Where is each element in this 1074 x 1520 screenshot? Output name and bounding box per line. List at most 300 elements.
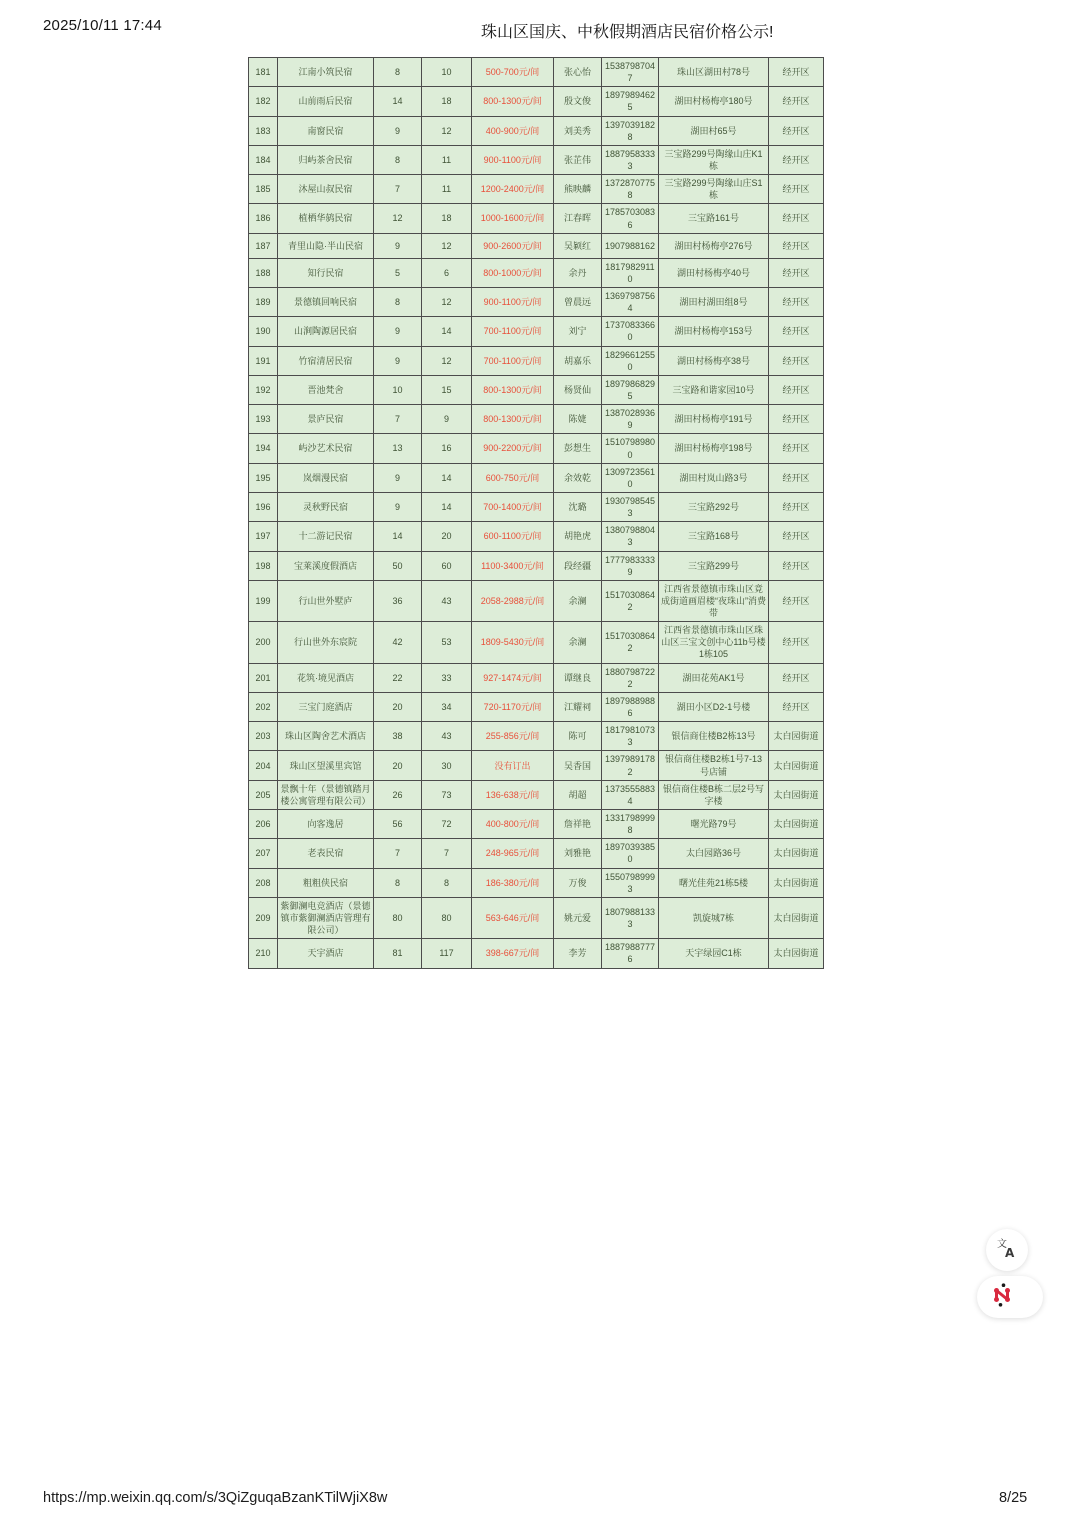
cell-name: 行山世外墅庐	[278, 580, 374, 621]
cell-rooms: 9	[374, 492, 422, 521]
cell-price: 1100-3400元/间	[472, 551, 554, 580]
cell-beds: 6	[422, 258, 472, 287]
cell-district: 太白园街道	[769, 780, 824, 809]
cell-beds: 12	[422, 233, 472, 258]
cell-district: 经开区	[769, 692, 824, 721]
cell-district: 经开区	[769, 204, 824, 233]
cell-beds: 80	[422, 897, 472, 938]
table-row	[249, 287, 824, 316]
cell-index: 193	[249, 405, 278, 434]
cell-rooms: 14	[374, 87, 422, 116]
cell-index: 194	[249, 434, 278, 463]
cell-price: 1000-1600元/间	[472, 204, 554, 233]
cell-district: 太白园街道	[769, 839, 824, 868]
cell-rooms: 42	[374, 622, 422, 663]
cell-name: 江南小筑民宿	[278, 58, 374, 87]
cell-phone: 13970391828	[602, 116, 659, 145]
table-row	[249, 116, 824, 145]
table-row	[249, 463, 824, 492]
cell-price: 700-1100元/间	[472, 317, 554, 346]
cell-district: 经开区	[769, 663, 824, 692]
cell-index: 202	[249, 692, 278, 721]
cell-index: 209	[249, 897, 278, 938]
cell-contact: 彭想生	[554, 434, 602, 463]
cell-address: 三宝路161号	[659, 204, 769, 233]
table-row	[249, 868, 824, 897]
cell-phone: 18970393850	[602, 839, 659, 868]
cell-name: 珠山区陶舍艺术酒店	[278, 722, 374, 751]
page-number: 8/25	[999, 1490, 1028, 1506]
cell-address: 银信商住楼B栋二层2号写字楼	[659, 780, 769, 809]
cell-district: 经开区	[769, 116, 824, 145]
cell-contact: 张心怡	[554, 58, 602, 87]
cell-index: 208	[249, 868, 278, 897]
cell-beds: 60	[422, 551, 472, 580]
cell-address: 湖田村杨梅亭40号	[659, 258, 769, 287]
table-row	[249, 839, 824, 868]
cell-district: 经开区	[769, 287, 824, 316]
cell-price: 800-1300元/间	[472, 405, 554, 434]
cell-district: 经开区	[769, 522, 824, 551]
cell-contact: 段经疆	[554, 551, 602, 580]
table-row	[249, 434, 824, 463]
cell-contact: 陈可	[554, 722, 602, 751]
cell-index: 184	[249, 145, 278, 174]
cell-phone: 15107989800	[602, 434, 659, 463]
cell-price: 2058-2988元/间	[472, 580, 554, 621]
cell-district: 太白园街道	[769, 897, 824, 938]
cell-phone: 18179829110	[602, 258, 659, 287]
cell-district: 经开区	[769, 580, 824, 621]
cell-rooms: 14	[374, 522, 422, 551]
cell-rooms: 38	[374, 722, 422, 751]
cell-phone: 15170308642	[602, 622, 659, 663]
cell-address: 天宇绿园C1栋	[659, 939, 769, 968]
cell-index: 191	[249, 346, 278, 375]
table-row	[249, 175, 824, 204]
cell-phone: 13735558834	[602, 780, 659, 809]
cell-rooms: 20	[374, 692, 422, 721]
cell-address: 湖田村杨梅亭191号	[659, 405, 769, 434]
cell-index: 210	[249, 939, 278, 968]
cell-beds: 12	[422, 346, 472, 375]
cell-phone: 13807988043	[602, 522, 659, 551]
cell-beds: 15	[422, 375, 472, 404]
cell-phone: 18807987222	[602, 663, 659, 692]
cell-contact: 余澜	[554, 622, 602, 663]
source-url: https://mp.weixin.qq.com/s/3QiZguqaBzanKTilWjiX8w	[43, 1490, 388, 1506]
cell-contact: 李芳	[554, 939, 602, 968]
cell-address: 三宝路299号	[659, 551, 769, 580]
cell-district: 经开区	[769, 375, 824, 404]
cell-contact: 熊映麟	[554, 175, 602, 204]
cell-district: 经开区	[769, 233, 824, 258]
cell-price: 700-1100元/间	[472, 346, 554, 375]
cell-address: 三宝路299号陶缘山庄S1栋	[659, 175, 769, 204]
cell-name: 景庐民宿	[278, 405, 374, 434]
cell-rooms: 7	[374, 405, 422, 434]
cell-contact: 沈璐	[554, 492, 602, 521]
cell-address: 湖田村杨梅亭180号	[659, 87, 769, 116]
cell-district: 经开区	[769, 175, 824, 204]
cell-rooms: 8	[374, 58, 422, 87]
svg-text:文: 文	[997, 1238, 1007, 1250]
cell-address: 珠山区湖田村78号	[659, 58, 769, 87]
cell-beds: 117	[422, 939, 472, 968]
cell-phone: 13979891782	[602, 751, 659, 780]
cell-district: 经开区	[769, 622, 824, 663]
cell-index: 195	[249, 463, 278, 492]
cell-contact: 江春晖	[554, 204, 602, 233]
cell-name: 沐屋山叔民宿	[278, 175, 374, 204]
cell-index: 198	[249, 551, 278, 580]
cell-address: 湖田村岚山路3号	[659, 463, 769, 492]
table-row	[249, 405, 824, 434]
cell-name: 紫御澜电竞酒店（景德镇市紫御澜酒店管理有限公司）	[278, 897, 374, 938]
cell-rooms: 20	[374, 751, 422, 780]
cell-district: 经开区	[769, 492, 824, 521]
cell-contact: 陈婕	[554, 405, 602, 434]
cell-address: 湖田村杨梅亭276号	[659, 233, 769, 258]
page-title: 珠山区国庆、中秋假期酒店民宿价格公示!	[481, 24, 774, 41]
cell-contact: 余效乾	[554, 463, 602, 492]
table-row	[249, 939, 824, 968]
cell-index: 200	[249, 622, 278, 663]
cell-index: 189	[249, 287, 278, 316]
cell-phone: 13317989998	[602, 810, 659, 839]
table-row	[249, 722, 824, 751]
cell-index: 206	[249, 810, 278, 839]
cell-phone: 18979868295	[602, 375, 659, 404]
cell-price: 400-800元/间	[472, 810, 554, 839]
cell-rooms: 36	[374, 580, 422, 621]
cell-price: 600-1100元/间	[472, 522, 554, 551]
cell-phone: 18296612550	[602, 346, 659, 375]
cell-district: 经开区	[769, 58, 824, 87]
cell-index: 203	[249, 722, 278, 751]
cell-contact: 胡艳虎	[554, 522, 602, 551]
cell-phone: 19307985453	[602, 492, 659, 521]
cell-name: 三宝门庭酒店	[278, 692, 374, 721]
cell-rooms: 13	[374, 434, 422, 463]
cell-name: 粗粗侠民宿	[278, 868, 374, 897]
cell-rooms: 12	[374, 204, 422, 233]
cell-beds: 14	[422, 463, 472, 492]
cell-rooms: 9	[374, 116, 422, 145]
cell-contact: 谭继良	[554, 663, 602, 692]
table-row	[249, 580, 824, 621]
cell-district: 太白园街道	[769, 868, 824, 897]
cell-price: 1809-5430元/间	[472, 622, 554, 663]
cell-contact: 杨贤仙	[554, 375, 602, 404]
cell-index: 187	[249, 233, 278, 258]
cell-address: 江西省景德镇市珠山区竟成街道画眉楼“夜珠山”消费带	[659, 580, 769, 621]
cell-district: 经开区	[769, 463, 824, 492]
cell-rooms: 26	[374, 780, 422, 809]
cell-phone: 17857030836	[602, 204, 659, 233]
cell-district: 太白园街道	[769, 810, 824, 839]
cell-price: 600-750元/间	[472, 463, 554, 492]
svg-text:A: A	[1005, 1245, 1015, 1259]
cell-address: 三宝路292号	[659, 492, 769, 521]
cell-rooms: 50	[374, 551, 422, 580]
cell-rooms: 8	[374, 868, 422, 897]
cell-contact: 张芷伟	[554, 145, 602, 174]
translate-icon	[996, 1237, 1018, 1264]
cell-phone: 18879887776	[602, 939, 659, 968]
cell-name: 景德镇回响民宿	[278, 287, 374, 316]
cell-beds: 7	[422, 839, 472, 868]
cell-price: 800-1000元/间	[472, 258, 554, 287]
cell-phone: 1907988162	[602, 233, 659, 258]
cell-name: 晋池梵舍	[278, 375, 374, 404]
cell-name: 南窗民宿	[278, 116, 374, 145]
cell-contact: 余澜	[554, 580, 602, 621]
table-row	[249, 810, 824, 839]
cell-price: 248-965元/间	[472, 839, 554, 868]
table-row	[249, 87, 824, 116]
cell-index: 207	[249, 839, 278, 868]
cell-rooms: 8	[374, 145, 422, 174]
table-row	[249, 375, 824, 404]
cell-contact: 江耀祠	[554, 692, 602, 721]
cell-contact: 刘宁	[554, 317, 602, 346]
price-table-body	[249, 58, 824, 969]
table-row	[249, 622, 824, 663]
cell-index: 190	[249, 317, 278, 346]
cell-address: 银信商住楼B2栋13号	[659, 722, 769, 751]
cell-beds: 72	[422, 810, 472, 839]
cell-price: 1200-2400元/间	[472, 175, 554, 204]
print-timestamp: 2025/10/11 17:44	[43, 17, 162, 34]
cell-contact: 殷文俊	[554, 87, 602, 116]
cell-price: 900-2600元/间	[472, 233, 554, 258]
cell-contact: 詹祥艳	[554, 810, 602, 839]
cell-name: 灵秋野民宿	[278, 492, 374, 521]
cell-contact: 胡超	[554, 780, 602, 809]
cell-index: 186	[249, 204, 278, 233]
table-row	[249, 692, 824, 721]
cell-phone: 18179810733	[602, 722, 659, 751]
cell-address: 江西省景德镇市珠山区珠山区三宝文创中心11b号楼1栋105	[659, 622, 769, 663]
cell-phone: 18079881333	[602, 897, 659, 938]
cell-name: 山涧陶源居民宿	[278, 317, 374, 346]
cell-beds: 33	[422, 663, 472, 692]
cell-address: 湖田村杨梅亭153号	[659, 317, 769, 346]
cell-address: 银信商住楼B2栋1号7-13号店铺	[659, 751, 769, 780]
cell-name: 知行民宿	[278, 258, 374, 287]
cell-phone: 17779833339	[602, 551, 659, 580]
cell-contact: 姚元爱	[554, 897, 602, 938]
cell-address: 三宝路299号陶缘山庄K1栋	[659, 145, 769, 174]
table-row	[249, 897, 824, 938]
cell-name: 岚烟漫民宿	[278, 463, 374, 492]
cell-price: 800-1300元/间	[472, 87, 554, 116]
cell-district: 太白园街道	[769, 751, 824, 780]
cell-phone: 18979889886	[602, 692, 659, 721]
cell-contact: 刘美秀	[554, 116, 602, 145]
cell-contact: 万俊	[554, 868, 602, 897]
cell-phone: 15507989993	[602, 868, 659, 897]
cell-name: 山前雨后民宿	[278, 87, 374, 116]
cell-district: 经开区	[769, 346, 824, 375]
cell-name: 珠山区望溪里宾馆	[278, 751, 374, 780]
cell-rooms: 7	[374, 175, 422, 204]
cell-index: 197	[249, 522, 278, 551]
cell-name: 花筑·境见酒店	[278, 663, 374, 692]
cell-district: 经开区	[769, 87, 824, 116]
cell-index: 181	[249, 58, 278, 87]
cell-address: 三宝路168号	[659, 522, 769, 551]
cell-rooms: 9	[374, 346, 422, 375]
cell-beds: 9	[422, 405, 472, 434]
cell-name: 归屿茶舍民宿	[278, 145, 374, 174]
cell-beds: 18	[422, 204, 472, 233]
cell-rooms: 9	[374, 233, 422, 258]
cell-index: 204	[249, 751, 278, 780]
cell-price: 700-1400元/间	[472, 492, 554, 521]
cell-address: 太白园路36号	[659, 839, 769, 868]
cell-name: 景飘十年（景德镇踏月楼公寓管理有限公司）	[278, 780, 374, 809]
cell-beds: 18	[422, 87, 472, 116]
cell-name: 竹宿清居民宿	[278, 346, 374, 375]
cell-beds: 12	[422, 116, 472, 145]
extension-logo-button[interactable]	[977, 1276, 1043, 1318]
cell-beds: 43	[422, 722, 472, 751]
cell-price: 900-1100元/间	[472, 145, 554, 174]
cell-rooms: 80	[374, 897, 422, 938]
cell-index: 183	[249, 116, 278, 145]
cell-rooms: 5	[374, 258, 422, 287]
table-row	[249, 233, 824, 258]
cell-beds: 16	[422, 434, 472, 463]
table-row	[249, 258, 824, 287]
cell-price: 900-2200元/间	[472, 434, 554, 463]
cell-name: 十二游记民宿	[278, 522, 374, 551]
cell-index: 182	[249, 87, 278, 116]
cell-contact: 吴香国	[554, 751, 602, 780]
cell-rooms: 9	[374, 317, 422, 346]
cell-price: 563-646元/间	[472, 897, 554, 938]
cell-index: 188	[249, 258, 278, 287]
table-row	[249, 780, 824, 809]
cell-beds: 20	[422, 522, 472, 551]
cell-district: 经开区	[769, 317, 824, 346]
table-row	[249, 492, 824, 521]
cell-district: 经开区	[769, 551, 824, 580]
cell-beds: 34	[422, 692, 472, 721]
cell-beds: 11	[422, 175, 472, 204]
cell-index: 205	[249, 780, 278, 809]
cell-beds: 30	[422, 751, 472, 780]
cell-address: 湖田村杨梅亭198号	[659, 434, 769, 463]
cell-index: 201	[249, 663, 278, 692]
cell-address: 凯旋城7栋	[659, 897, 769, 938]
table-row	[249, 204, 824, 233]
cell-district: 经开区	[769, 434, 824, 463]
cell-name: 屿沙艺术民宿	[278, 434, 374, 463]
table-row	[249, 522, 824, 551]
cell-contact: 胡嘉乐	[554, 346, 602, 375]
cell-beds: 53	[422, 622, 472, 663]
cell-index: 196	[249, 492, 278, 521]
cell-price: 398-667元/间	[472, 939, 554, 968]
table-row	[249, 551, 824, 580]
cell-phone: 13697987564	[602, 287, 659, 316]
cell-phone: 18979894625	[602, 87, 659, 116]
table-row	[249, 663, 824, 692]
cell-index: 192	[249, 375, 278, 404]
cell-price: 800-1300元/间	[472, 375, 554, 404]
cell-beds: 10	[422, 58, 472, 87]
cell-name: 向客逸居	[278, 810, 374, 839]
cell-contact: 吴颖红	[554, 233, 602, 258]
cell-address: 曙光路79号	[659, 810, 769, 839]
cell-name: 植栖华鸫民宿	[278, 204, 374, 233]
cell-contact: 刘雅艳	[554, 839, 602, 868]
cell-beds: 8	[422, 868, 472, 897]
cell-address: 湖田村湖田组8号	[659, 287, 769, 316]
cell-address: 三宝路和谐家园10号	[659, 375, 769, 404]
cell-price: 900-1100元/间	[472, 287, 554, 316]
cell-district: 太白园街道	[769, 722, 824, 751]
cell-name: 天宇酒店	[278, 939, 374, 968]
cell-rooms: 9	[374, 463, 422, 492]
cell-name: 青里山隐·半山民宿	[278, 233, 374, 258]
cell-price: 927-1474元/间	[472, 663, 554, 692]
cell-contact: 曾晨远	[554, 287, 602, 316]
cell-rooms: 7	[374, 839, 422, 868]
cell-name: 老表民宿	[278, 839, 374, 868]
cell-index: 185	[249, 175, 278, 204]
cell-rooms: 10	[374, 375, 422, 404]
cell-price: 255-856元/间	[472, 722, 554, 751]
cell-price: 186-380元/间	[472, 868, 554, 897]
cell-contact: 余丹	[554, 258, 602, 287]
cell-district: 经开区	[769, 258, 824, 287]
cell-rooms: 81	[374, 939, 422, 968]
cell-phone: 17370833660	[602, 317, 659, 346]
cell-beds: 43	[422, 580, 472, 621]
cell-address: 湖田小区D2-1号楼	[659, 692, 769, 721]
table-row	[249, 751, 824, 780]
cell-phone: 18879583333	[602, 145, 659, 174]
cell-price: 没有订出	[472, 751, 554, 780]
cell-rooms: 22	[374, 663, 422, 692]
cell-address: 曙光佳苑21栋5楼	[659, 868, 769, 897]
cell-address: 湖田村65号	[659, 116, 769, 145]
cell-district: 太白园街道	[769, 939, 824, 968]
table-row	[249, 317, 824, 346]
cell-beds: 11	[422, 145, 472, 174]
cell-phone: 15387987047	[602, 58, 659, 87]
cell-price: 136-638元/间	[472, 780, 554, 809]
table-row	[249, 145, 824, 174]
cell-phone: 15170308642	[602, 580, 659, 621]
cell-name: 行山世外东宸院	[278, 622, 374, 663]
table-row	[249, 58, 824, 87]
cell-price: 720-1170元/间	[472, 692, 554, 721]
cell-district: 经开区	[769, 405, 824, 434]
cell-index: 199	[249, 580, 278, 621]
cell-address: 湖田花苑AK1号	[659, 663, 769, 692]
cell-beds: 14	[422, 492, 472, 521]
cell-beds: 14	[422, 317, 472, 346]
translate-button[interactable]	[986, 1229, 1028, 1271]
cell-name: 宝莱溪度假酒店	[278, 551, 374, 580]
cell-rooms: 56	[374, 810, 422, 839]
cell-district: 经开区	[769, 145, 824, 174]
